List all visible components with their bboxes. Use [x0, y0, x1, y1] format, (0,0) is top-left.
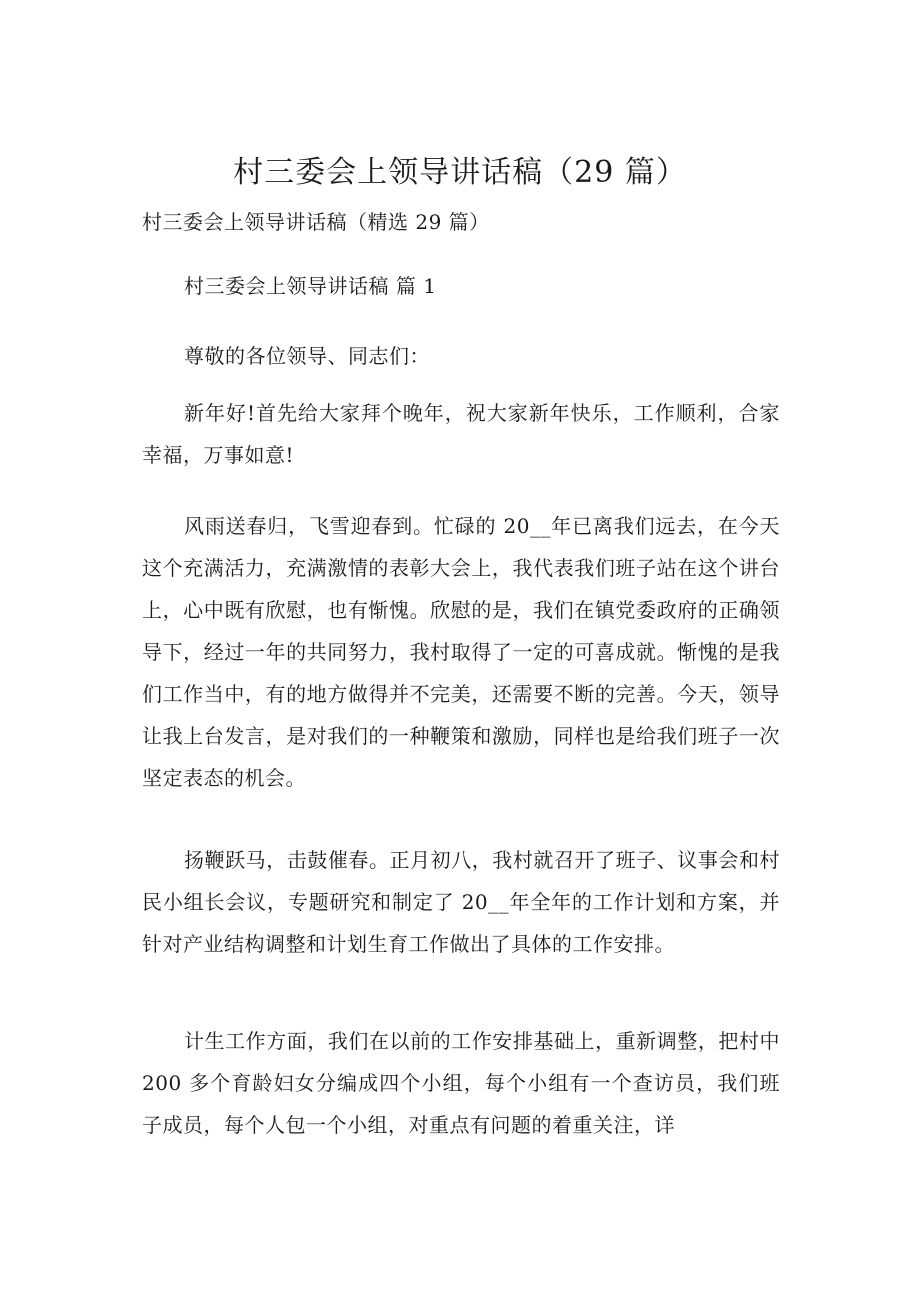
paragraph: 风雨送春归，飞雪迎春到。忙碌的 20__年已离我们远去，在今天这个充满活力，充满激情的表彰大会上，我代表我们班子站在这个讲台上，心中既有欣慰，也有惭愧。欣慰的是，我们在镇党委政府的正确领导下，经过一年的共同努力，我村取得了一定的可喜成就。惭愧的是我们工作当中，有的地方做得并不完美，还需要不断的完善。今天，领导让我上台发言，是对我们的一种鞭策和激励，同样也是给我们班子一次坚定表态的机会。 — [142, 514, 780, 790]
paragraph: 计生工作方面，我们在以前的工作安排基础上，重新调整，把村中 200 多个育龄妇女分编成四个小组，每个小组有一个查访员，我们班子成员，每个人包一个小组，对重点有问题的着重关注，详 — [142, 1029, 780, 1137]
paragraph: 扬鞭跃马，击鼓催春。正月初八，我村就召开了班子、议事会和村民小组长会议，专题研究和制定了 20__年全年的工作计划和方案，并针对产业结构调整和计划生育工作做出了具体的工作安排。 — [142, 848, 780, 956]
document-subtitle: 村三委会上领导讲话稿（精选 29 篇） — [142, 210, 490, 234]
greeting-line: 尊敬的各位领导、同志们： — [184, 344, 430, 368]
section-heading: 村三委会上领导讲话稿 篇 1 — [184, 274, 437, 298]
document-title: 村三委会上领导讲话稿（29 篇） — [233, 155, 687, 190]
paragraph: 新年好!首先给大家拜个晚年，祝大家新年快乐，工作顺利，合家幸福，万事如意! — [142, 401, 780, 467]
